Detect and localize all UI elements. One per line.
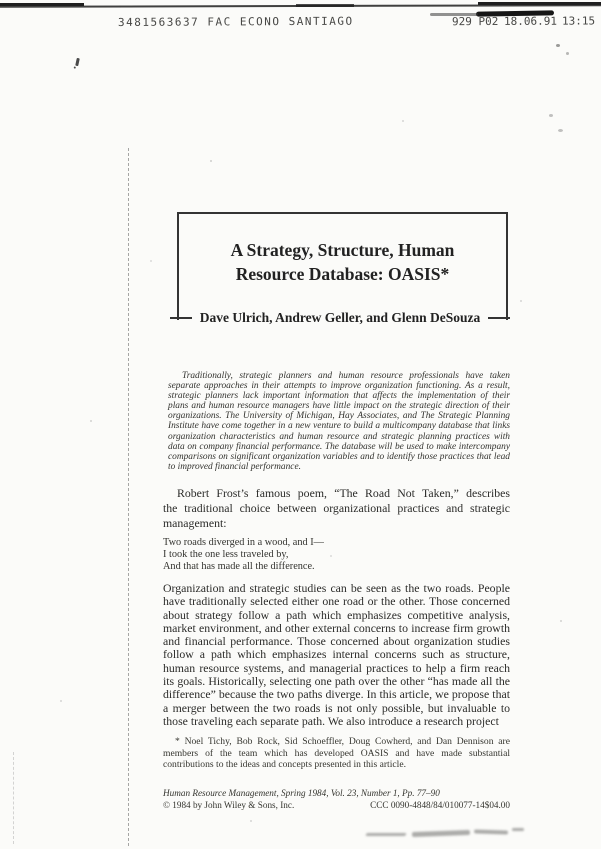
poem-line: Two roads diverged in a wood, and I— bbox=[163, 537, 324, 548]
fax-header bbox=[0, 0, 601, 32]
poem-line: And that has made all the difference. bbox=[163, 561, 315, 572]
body-paragraph-2: Organization and strategic studies can be seen as the two roads. People have traditionally selected either one road or the other. Those concerned about strategy follow a path which emphasizes competitive analysis, market environment, and other external concerns to increase firm growth and financial performance. Those concerned about organization studies follow a path which emphasizes internal concerns such as structure, human resource systems, and managerial practices to help a firm reach its goals. Historically, selecting one path over the other “has made all the difference” because the two paths diverge. In this article, we propose that a merger between the two roads is not only possible, but invaluable to those traveling each separate path. We also introduce a research project bbox=[163, 581, 510, 728]
poem-line: I took the one less traveled by, bbox=[163, 549, 289, 560]
scan-noise-mark bbox=[75, 58, 80, 66]
fax-date: 18.06.91 bbox=[504, 14, 558, 28]
copyright-notice: © 1984 by John Wiley & Sons, Inc. bbox=[163, 799, 295, 810]
page-fold-line bbox=[13, 752, 14, 844]
authors: Dave Ulrich, Andrew Geller, and Glenn DeSouza bbox=[199, 310, 481, 325]
journal-issue: Spring 1984, Vol. 23, Number 1, Pp. 77–90 bbox=[278, 788, 440, 798]
fax-sender-id: 3481563637 FAC ECONO SANTIAGO bbox=[118, 14, 354, 29]
ccc-code: CCC 0090-4848/84/010077-14$04.00 bbox=[370, 799, 510, 810]
fax-page-number: 929 P02 bbox=[452, 14, 499, 29]
author-rule-right bbox=[488, 317, 510, 319]
scan-noise-mark bbox=[566, 52, 569, 55]
page-fold-line bbox=[128, 148, 129, 846]
body-paragraph-1: Robert Frost’s famous poem, “The Road Not Taken,” describes the traditional choice between organizational practices and strategic management: bbox=[163, 486, 510, 530]
abstract: Traditionally, strategic planners and human resource professionals have taken separate approaches in their attempts to improve organization functioning. As a result, strategic planners lack important information that affects the implementation of their plans and human resource managers have little impact on the strategic direction of their organizations. The University of Michigan, Hay Associates, and The Strategic Planning Institute have come together in a new venture to build a multicompany database that links organization characteristics and human resource and strategic planning practices with data on company financial performance. The database will be used to make intercompany comparisons on significant organization variables and to identify those practices that lead to improved financial performance. bbox=[168, 371, 510, 472]
smudge-mark bbox=[362, 827, 530, 840]
journal-citation-line1 bbox=[163, 788, 510, 800]
journal-name: Human Resource Management, bbox=[163, 788, 279, 798]
poem-quote bbox=[163, 537, 483, 573]
title-box bbox=[177, 212, 508, 320]
fax-time: 13:15 bbox=[562, 14, 596, 28]
article-title-line1: A Strategy, Structure, Human bbox=[230, 240, 455, 260]
article-title bbox=[179, 239, 506, 286]
scan-noise-mark bbox=[556, 44, 560, 47]
authors-row bbox=[158, 307, 522, 329]
journal-citation bbox=[163, 788, 510, 811]
scan-noise-mark bbox=[549, 114, 553, 117]
scan-noise-mark bbox=[558, 129, 563, 132]
author-rule-left bbox=[170, 317, 192, 319]
article-title-line2: Resource Database: OASIS* bbox=[235, 263, 450, 284]
journal-citation-line2 bbox=[163, 800, 510, 812]
author-footnote: * Noel Tichy, Bob Rock, Sid Schoeffler, Doug Cowherd, and Dan Dennison are members of the team which has developed OASIS and have made substantial contributions to the ideas and concepts presented in this article. bbox=[163, 736, 510, 771]
